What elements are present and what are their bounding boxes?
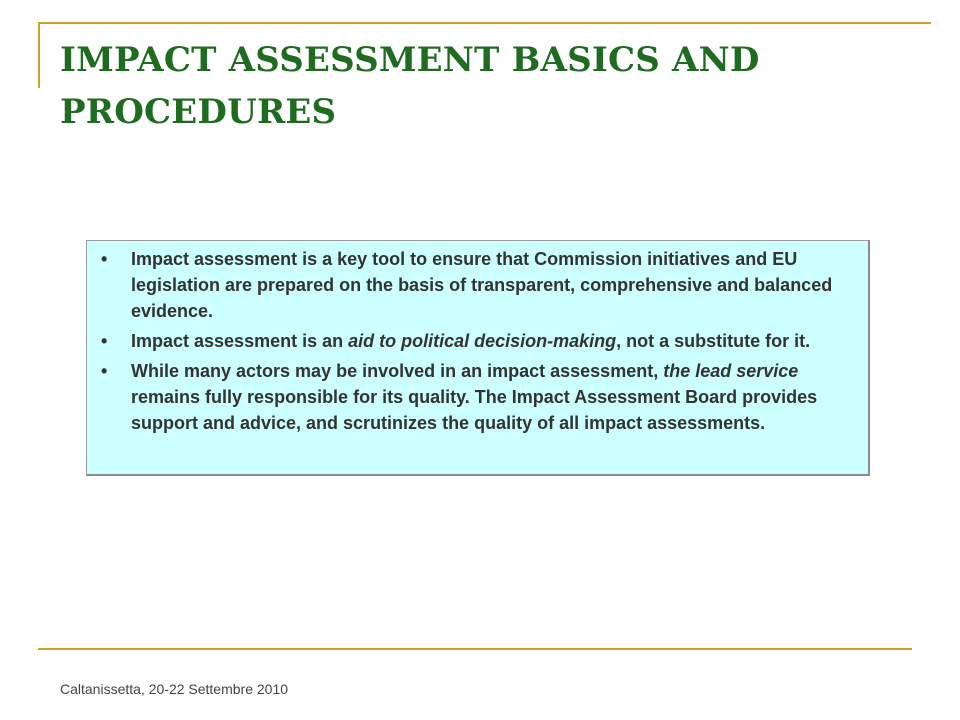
- footer-text: Caltanissetta, 20-22 Settembre 2010: [60, 681, 289, 697]
- bottom-divider: [38, 648, 912, 650]
- quote-box: [86, 240, 870, 476]
- bullet-icon: •: [101, 249, 108, 269]
- bullet-text-end: remains fully responsible for its quality. The Impact Assessment Board provides support and advice, and scrutinizes the quality of all impact assessments.: [131, 387, 818, 433]
- bullet-emphasis: the lead service: [663, 361, 799, 381]
- slide-title: IMPACT ASSESSMENT BASICS AND PROCEDURES: [60, 40, 760, 132]
- bullet-icon: •: [101, 331, 108, 351]
- bullet-item: [99, 358, 860, 436]
- top-divider: [38, 22, 931, 24]
- bullet-emphasis: aid to political decision-making: [348, 331, 617, 351]
- bullet-icon: •: [101, 361, 108, 381]
- bullet-text: Impact assessment is a key tool to ensure that Commission initiatives and EU legislation are prepared on the basis of transparent, comprehensive and balanced evidence.: [131, 249, 833, 321]
- left-accent-line: [38, 22, 40, 88]
- bullet-list: [99, 246, 860, 436]
- bullet-text: While many actors may be involved in an impact assessment,: [131, 361, 664, 381]
- bullet-text: Impact assessment is an: [131, 331, 349, 351]
- bullet-text-end: , not a substitute for it.: [616, 331, 811, 351]
- bullet-item: [99, 328, 860, 354]
- bullet-item: [99, 246, 860, 324]
